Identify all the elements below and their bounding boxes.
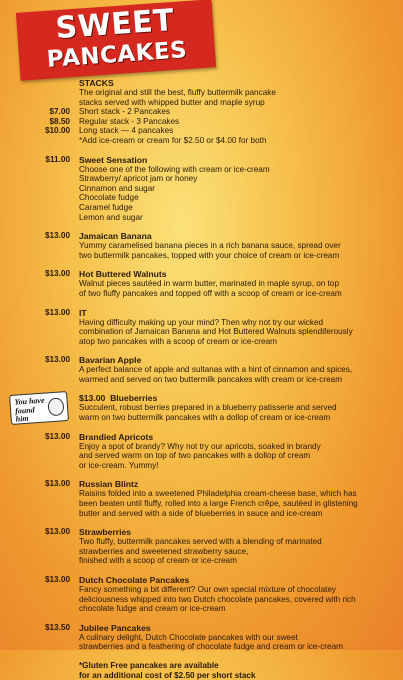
price-regular-stack: $8.50 xyxy=(49,116,70,126)
item-price: $13.00 xyxy=(44,355,70,365)
title-line-2: PANCAKES xyxy=(46,37,189,73)
item-title: Bavarian Apple xyxy=(79,355,142,366)
long-stack-label: Long stack — 4 pancakes xyxy=(79,126,174,136)
item-price: $13.00 xyxy=(44,231,70,241)
item-option: Strawberry/ apricot jam or honey xyxy=(79,174,198,184)
item-desc: strawberries and sweetened strawberry sauce, xyxy=(79,546,249,556)
item-desc: finished with a scoop of cream or ice-cream xyxy=(79,556,237,566)
item-title: Jamaican Banana xyxy=(79,231,152,242)
gluten-free-note xyxy=(79,661,403,680)
item-desc: warmed and served on two buttermilk pancakes with cream or ice-cream xyxy=(79,374,343,384)
title-line-1: SWEET xyxy=(54,2,176,47)
item-option: Caramel fudge xyxy=(79,202,133,212)
section-stacks xyxy=(0,78,403,146)
item-price: $13.50 xyxy=(44,622,70,632)
item-price: $13.00 xyxy=(44,307,70,317)
item-desc: Succulent, robust berries prepared in a blueberry patisserie and served xyxy=(79,403,337,413)
item-price: $13.00 xyxy=(44,431,70,441)
item-option: Cinnamon and sugar xyxy=(79,183,156,193)
stamp-text: him xyxy=(15,414,29,425)
item-desc: Two fluffy, buttermilk pancakes served with a blending of marinated xyxy=(79,537,322,547)
item-title: Jubilee Pancakes xyxy=(79,622,151,633)
section-bavarian-apple xyxy=(0,355,403,384)
item-desc: combination of Jamaican Banana and Hot Buttered Walnuts splendiferously xyxy=(79,327,353,337)
item-desc: butter and served with a side of blueberries in sauce and ice-cream xyxy=(79,508,323,518)
item-desc: deliciousness whipped into two Dutch chocolate pancakes, covered with rich xyxy=(79,594,356,604)
found-him-stamp xyxy=(9,391,69,425)
menu-list xyxy=(0,78,403,680)
item-title: Dutch Chocolate Pancakes xyxy=(79,575,190,585)
item-desc: two buttermilk pancakes, topped with your choice of cream or ice-cream xyxy=(79,250,340,260)
item-price: $13.00 xyxy=(44,479,70,489)
title-banner xyxy=(16,0,216,81)
item-price: $13.00 xyxy=(79,393,106,404)
section-blueberries xyxy=(0,393,403,425)
item-desc: warm on two buttermilk pancakes with a dollop of cream or ice-cream xyxy=(79,413,331,423)
item-price: $13.00 xyxy=(44,527,70,537)
item-desc: atop two pancakes with a scoop of cream or ice-cream xyxy=(79,336,277,346)
section-strawberries xyxy=(0,527,403,566)
item-desc: A culinary delight, Dutch Chocolate pancakes with our sweet xyxy=(79,632,298,642)
item-title: Sweet Sensation xyxy=(79,154,148,165)
item-desc: been beaten until fluffy, rolled into a large French crêpe, sautéed in glistening xyxy=(79,499,358,509)
item-desc: or ice-cream. Yummy! xyxy=(79,460,159,470)
item-price: $13.00 xyxy=(44,575,70,584)
item-desc: Raisins folded into a sweetened Philadelphia cream-cheese base, which has xyxy=(79,489,357,499)
item-price: $13.00 xyxy=(44,269,70,279)
item-desc: of two fluffy pancakes and topped off with a scoop of cream or ice-cream xyxy=(79,288,342,298)
stacks-addon: *Add ice-cream or cream for $2.50 or $4.00 for both xyxy=(79,135,267,145)
item-desc: Choose one of the following with cream or ice-cream xyxy=(79,164,270,174)
stack-prices xyxy=(30,107,70,136)
item-desc: Enjoy a spot of brandy? Why not try our apricots, soaked in brandy xyxy=(79,441,321,451)
stacks-title: STACKS xyxy=(79,78,114,88)
item-desc: Having difficulty making up your mind? Then why not try our wicked xyxy=(79,317,324,327)
stacks-desc: The original and still the best, fluffy buttermilk pancake xyxy=(79,88,276,97)
item-title: Strawberries xyxy=(79,527,132,538)
item-desc: chocolate fudge and cream or ice-cream xyxy=(79,604,226,614)
section-it xyxy=(0,308,403,347)
price-short-stack: $7.00 xyxy=(49,107,70,116)
item-desc: A perfect balance of apple and sultanas with a hint of cinnamon and spices, xyxy=(79,365,353,375)
item-title: Hot Buttered Walnuts xyxy=(79,269,167,280)
section-hot-buttered-walnuts xyxy=(0,269,403,298)
item-option: Lemon and sugar xyxy=(79,212,143,222)
item-option: Chocolate fudge xyxy=(79,193,139,203)
stamp-text: found xyxy=(14,405,35,416)
section-brandied-apricots xyxy=(0,432,403,471)
item-title: Brandied Apricots xyxy=(79,431,154,442)
item-desc: and served warm on top of two pancakes with a dollop of cream xyxy=(79,451,311,461)
footer-line: *Gluten Free pancakes are available xyxy=(79,660,219,670)
item-title: Blueberries xyxy=(110,393,158,404)
section-dutch-chocolate xyxy=(0,575,403,614)
item-title: Russian Blintz xyxy=(79,479,139,490)
footer-line: for an additional cost of $2.50 per short stack xyxy=(79,670,256,680)
section-sweet-sensation xyxy=(0,155,403,223)
item-desc: Yummy caramelised banana pieces in a rich banana sauce, spread over xyxy=(79,241,341,251)
item-desc: Fancy something a bit different? Our own special mixture of chocolatey xyxy=(79,585,336,594)
section-russian-blintz xyxy=(0,479,403,518)
item-title: IT xyxy=(79,307,87,318)
section-jubilee xyxy=(0,623,403,652)
stacks-desc: stacks served with whipped butter and maple syrup xyxy=(79,97,265,107)
stamp-text: You have xyxy=(14,396,45,408)
item-price: $11.00 xyxy=(45,154,70,164)
item-desc: Walnut pieces sautéed in warm butter, marinated in maple syrup, on top xyxy=(79,279,340,289)
price-long-stack: $10.00 xyxy=(44,126,70,136)
item-desc: strawberries and a feathering of chocolate fudge and cream or ice-cream xyxy=(79,642,343,652)
section-jamaican-banana xyxy=(0,231,403,260)
regular-stack-label: Regular stack - 3 Pancakes xyxy=(79,116,180,126)
short-stack-label: Short stack - 2 Pancakes xyxy=(79,107,171,117)
